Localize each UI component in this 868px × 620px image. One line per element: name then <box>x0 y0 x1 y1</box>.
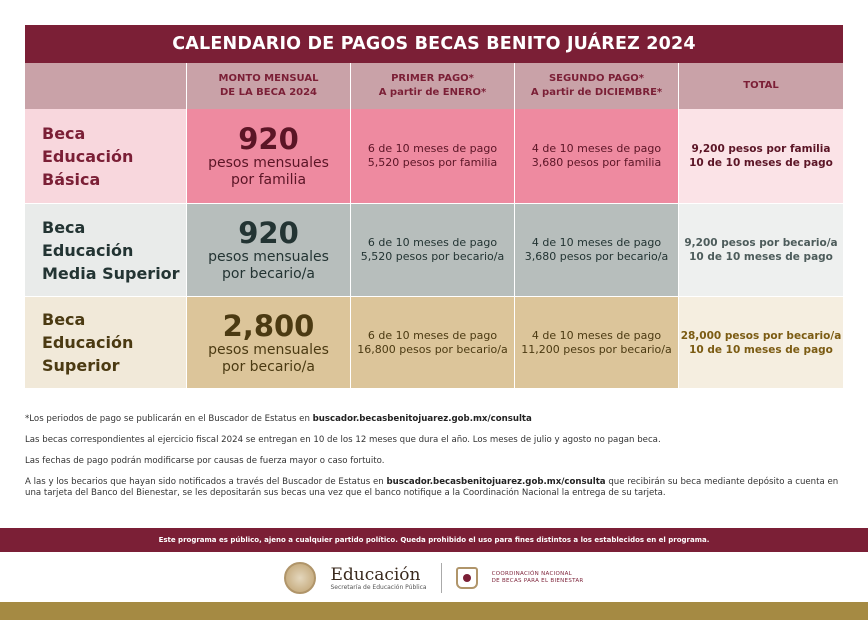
table-header <box>25 63 843 109</box>
header-total-label: TOTAL <box>743 80 779 91</box>
table-row <box>25 203 843 296</box>
consulta-link[interactable]: buscador.becasbenitojuarez.gob.mx/consulta <box>386 477 606 487</box>
header-primer-line2: A partir de ENERO* <box>378 87 487 98</box>
primer-months: 6 de 10 meses de pago <box>367 328 498 342</box>
row-name-line: Educación <box>42 146 134 166</box>
sep-logo-title: Educación <box>330 564 421 585</box>
segundo-months: 4 de 10 meses de pago <box>531 236 662 249</box>
disclaimer-bar <box>0 528 868 552</box>
amount-value: 2,800 <box>222 308 315 343</box>
row-segundo-pago <box>515 297 679 388</box>
total-amount: 9,200 pesos por familia <box>691 143 831 155</box>
row-name <box>25 109 187 203</box>
row-name-line: Beca <box>42 217 86 237</box>
becas-emblem-icon <box>456 567 478 589</box>
primer-amount: 16,800 pesos por becario/a <box>357 342 508 356</box>
note-text: que recibirán su beca mediante depósito a cuenta en una tarjeta del Banco del Bienestar, se les depositarán sus becas una vez que el banco notifique a la Coordinación Nacional la entrega de su tarjeta. <box>25 477 839 498</box>
row-total <box>679 204 843 296</box>
logo-divider <box>441 563 442 593</box>
row-name-line: Educación <box>42 240 134 260</box>
table-row <box>25 109 843 203</box>
header-segundo-line1: SEGUNDO PAGO* <box>548 73 645 84</box>
amount-recipient: por familia <box>230 172 307 188</box>
row-name-line: Educación <box>42 333 134 352</box>
note-2: Las becas correspondientes al ejercicio fiscal 2024 se entregan en 10 de los 12 meses que dura el año. Los meses de julio y agosto no pagan beca. <box>25 435 661 445</box>
header-total <box>679 63 843 109</box>
row-name <box>25 297 187 388</box>
total-months: 10 de 10 meses de pago <box>689 343 833 356</box>
row-name-line: Básica <box>42 169 101 189</box>
page-title: CALENDARIO DE PAGOS BECAS BENITO JUÁREZ 2024 <box>25 25 843 63</box>
header-monto-line1: MONTO MENSUAL <box>218 73 319 84</box>
row-primer-pago <box>351 109 515 203</box>
row-total <box>679 109 843 203</box>
amount-unit: pesos mensuales <box>208 249 329 265</box>
footer-gold-bar <box>0 602 868 620</box>
becas-logo-line2: DE BECAS PARA EL BIENESTAR <box>491 578 584 584</box>
amount-unit: pesos mensuales <box>208 155 329 171</box>
header-primer-line1: PRIMER PAGO* <box>391 73 474 84</box>
primer-months: 6 de 10 meses de pago <box>367 142 498 155</box>
row-name-line: Media Superior <box>42 263 180 283</box>
header-segundo-pago <box>515 63 679 109</box>
total-amount: 28,000 pesos por becario/a <box>680 329 842 342</box>
disclaimer-text: Este programa es público, ajeno a cualquier partido político. Queda prohibido el uso para fines distintos a los establecidos en el programa. <box>158 536 710 544</box>
footer-logos <box>0 556 868 600</box>
note-1 <box>25 414 845 425</box>
row-total <box>679 297 843 388</box>
sep-logo-subtitle: Secretaría de Educación Pública <box>330 583 427 591</box>
amount-recipient: por becario/a <box>222 266 315 282</box>
total-amount: 9,200 pesos por becario/a <box>684 237 838 249</box>
note-4 <box>25 477 845 499</box>
segundo-amount: 3,680 pesos por familia <box>531 156 662 169</box>
table-row <box>25 296 843 388</box>
row-name-line: Beca <box>42 123 86 143</box>
row-primer-pago <box>351 297 515 388</box>
primer-amount: 5,520 pesos por becario/a <box>360 250 505 263</box>
becas-logo-line1: COORDINACIÓN NACIONAL <box>491 571 573 577</box>
sep-logo <box>330 566 426 591</box>
row-amount <box>187 109 351 203</box>
total-months: 10 de 10 meses de pago <box>689 157 833 169</box>
header-monto <box>187 63 351 109</box>
row-amount <box>187 297 351 388</box>
segundo-amount: 3,680 pesos por becario/a <box>524 250 669 263</box>
amount-unit: pesos mensuales <box>208 341 329 358</box>
note-text: *Los periodos de pago se publicarán en el Buscador de Estatus en <box>25 414 313 424</box>
header-empty <box>25 63 187 109</box>
segundo-months: 4 de 10 meses de pago <box>531 328 662 342</box>
header-segundo-line2: A partir de DICIEMBRE* <box>530 87 663 98</box>
row-segundo-pago <box>515 109 679 203</box>
becas-logo <box>492 571 584 585</box>
row-name-line: Superior <box>42 356 120 375</box>
row-primer-pago <box>351 204 515 296</box>
row-segundo-pago <box>515 204 679 296</box>
primer-amount: 5,520 pesos por familia <box>367 156 498 169</box>
row-name-line: Beca <box>42 310 86 329</box>
mexico-seal-icon <box>284 562 316 594</box>
header-monto-line2: DE LA BECA 2024 <box>219 87 318 98</box>
notes <box>25 414 845 509</box>
primer-months: 6 de 10 meses de pago <box>367 236 498 249</box>
row-name <box>25 204 187 296</box>
segundo-months: 4 de 10 meses de pago <box>531 142 662 155</box>
segundo-amount: 11,200 pesos por becario/a <box>521 342 672 356</box>
amount-value: 920 <box>238 216 299 250</box>
note-text: A las y los becarios que hayan sido notificados a través del Buscador de Estatus en <box>25 477 387 487</box>
amount-value: 920 <box>238 122 299 156</box>
row-amount <box>187 204 351 296</box>
amount-recipient: por becario/a <box>222 358 315 375</box>
note-3: Las fechas de pago podrán modificarse por causas de fuerza mayor o caso fortuito. <box>25 456 385 466</box>
header-primer-pago <box>351 63 515 109</box>
total-months: 10 de 10 meses de pago <box>689 251 833 263</box>
consulta-link[interactable]: buscador.becasbenitojuarez.gob.mx/consulta <box>312 414 532 424</box>
